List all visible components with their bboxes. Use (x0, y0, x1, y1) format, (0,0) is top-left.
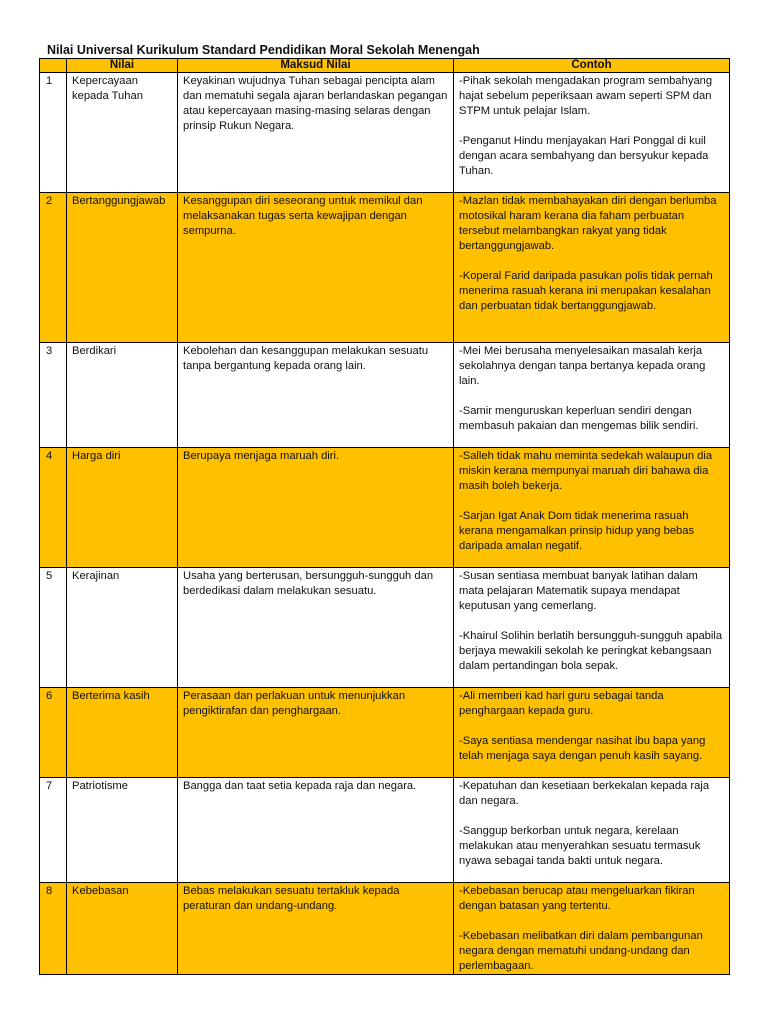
header-no (40, 59, 67, 73)
row-maksud: Keyakinan wujudnya Tuhan sebagai pencipta alam dan mematuhi segala ajaran berlandaskan pegangan atau kepercayaan masing-masing selaras dengan prinsip Rukun Negara. (178, 73, 454, 193)
row-maksud: Kebolehan dan kesanggupan melakukan sesuatu tanpa bergantung kepada orang lain. (178, 343, 454, 448)
row-contoh (454, 568, 730, 688)
row-contoh (454, 688, 730, 778)
row-contoh (454, 73, 730, 193)
example-text: -Penganut Hindu menjayakan Hari Ponggal di kuil dengan acara sembahyang dan bersyukur kepada Tuhan. (459, 135, 709, 177)
row-nilai: Kepercayaan kepada Tuhan (67, 73, 178, 193)
table-row (40, 193, 730, 343)
values-table (39, 58, 730, 975)
example-text: -Ali memberi kad hari guru sebagai tanda penghargaan kepada guru. (459, 690, 664, 717)
row-number: 2 (40, 193, 67, 343)
example-text: -Kebebasan berucap atau mengeluarkan fikiran dengan batasan yang tertentu. (459, 885, 695, 912)
example-text: -Susan sentiasa membuat banyak latihan dalam mata pelajaran Matematik supaya mendapat keputusan yang cemerlang. (459, 570, 698, 612)
example-text: -Kebebasan melibatkan diri dalam pembangunan negara dengan mematuhi undang-undang dan perlembagaan. (459, 930, 703, 972)
row-number: 4 (40, 448, 67, 568)
row-number: 3 (40, 343, 67, 448)
example-text: -Samir menguruskan keperluan sendiri dengan membasuh pakaian dan mengemas bilik sendiri. (459, 405, 699, 432)
row-contoh (454, 343, 730, 448)
row-nilai: Berdikari (67, 343, 178, 448)
row-number: 7 (40, 778, 67, 883)
row-maksud: Bangga dan taat setia kepada raja dan negara. (178, 778, 454, 883)
row-maksud: Kesanggupan diri seseorang untuk memikul dan melaksanakan tugas serta kewajipan dengan sempurna. (178, 193, 454, 343)
header-nilai: Nilai (67, 59, 178, 73)
row-nilai: Berterima kasih (67, 688, 178, 778)
example-text: -Sarjan Igat Anak Dom tidak menerima rasuah kerana mengamalkan prinsip hidup yang bebas daripada amalan negatif. (459, 510, 695, 552)
row-contoh (454, 193, 730, 343)
row-nilai: Patriotisme (67, 778, 178, 883)
example-text: -Kepatuhan dan kesetiaan berkekalan kepada raja dan negara. (459, 780, 710, 807)
row-nilai: Kebebasan (67, 883, 178, 975)
example-text: -Salleh tidak mahu meminta sedekah walaupun dia miskin kerana mempunyai maruah diri bahawa dia masih boleh bekerja. (459, 450, 713, 492)
row-maksud: Bebas melakukan sesuatu tertakluk kepada peraturan dan undang-undang. (178, 883, 454, 975)
table-row (40, 778, 730, 883)
row-contoh (454, 448, 730, 568)
header-maksud: Maksud Nilai (178, 59, 454, 73)
table-row (40, 343, 730, 448)
row-number: 5 (40, 568, 67, 688)
document-title: Nilai Universal Kurikulum Standard Pendidikan Moral Sekolah Menengah (47, 43, 480, 57)
table-row (40, 688, 730, 778)
table-header-row (40, 59, 730, 73)
example-text: -Koperal Farid daripada pasukan polis tidak pernah menerima rasuah kerana ini merupakan kesalahan dan perbuatan tidak bertanggungjawab. (459, 270, 713, 312)
table-row (40, 448, 730, 568)
table-row (40, 73, 730, 193)
example-text: -Sanggup berkorban untuk negara, kerelaan melakukan atau menyerahkan sesuatu termasuk nyawa sebagai tanda bakti untuk negara. (459, 825, 701, 867)
example-text: -Saya sentiasa mendengar nasihat ibu bapa yang telah menjaga saya dengan penuh kasih sayang. (459, 735, 706, 762)
example-text: -Khairul Solihin berlatih bersungguh-sungguh apabila berjaya mewakili sekolah ke peringkat kebangsaan dalam pertandingan bola sepak. (459, 630, 723, 672)
row-nilai: Kerajinan (67, 568, 178, 688)
table-row (40, 883, 730, 975)
row-number: 1 (40, 73, 67, 193)
example-text: -Mazlan tidak membahayakan diri dengan berlumba motosikal haram kerana dia faham perbuatan tersebut melambangkan rakyat yang tidak bertanggungjawab. (459, 195, 717, 252)
row-number: 6 (40, 688, 67, 778)
row-contoh (454, 778, 730, 883)
row-maksud: Berupaya menjaga maruah diri. (178, 448, 454, 568)
example-text: -Mei Mei berusaha menyelesaikan masalah kerja sekolahnya dengan tanpa bertanya kepada orang lain. (459, 345, 706, 387)
row-maksud: Usaha yang berterusan, bersungguh-sungguh dan berdedikasi dalam melakukan sesuatu. (178, 568, 454, 688)
row-nilai: Bertanggungjawab (67, 193, 178, 343)
header-contoh: Contoh (454, 59, 730, 73)
document-page (39, 42, 729, 975)
row-number: 8 (40, 883, 67, 975)
table-row (40, 568, 730, 688)
row-contoh (454, 883, 730, 975)
row-nilai: Harga diri (67, 448, 178, 568)
row-maksud: Perasaan dan perlakuan untuk menunjukkan pengiktirafan dan penghargaan. (178, 688, 454, 778)
example-text: -Pihak sekolah mengadakan program sembahyang hajat sebelum peperiksaan awam seperti SPM dan STPM untuk pelajar Islam. (459, 75, 713, 117)
